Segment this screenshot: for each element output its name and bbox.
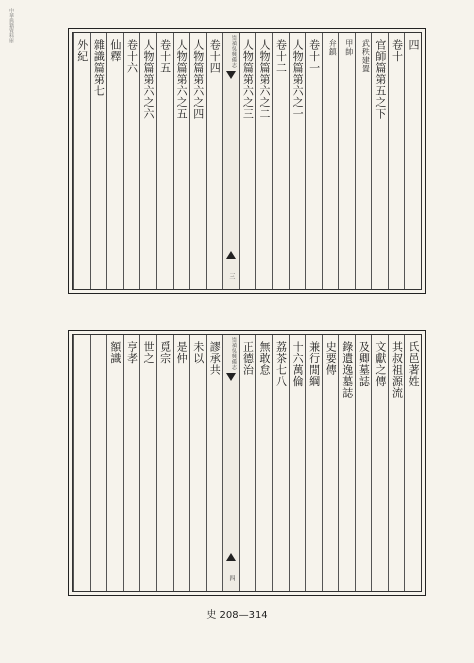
text-column: 亨孝 [123,335,140,591]
text-column [73,335,90,591]
text-column: 人物篇第六之四 [189,33,206,289]
text-column: 其叔祖源流 [388,335,405,591]
text-column: 雜識篇第七 [90,33,107,289]
text-column: 額識 [106,335,123,591]
text-column: 四 [404,33,421,289]
text-column: 荔茶七八 [272,335,289,591]
text-column: 人物篇第六之三 [239,33,256,289]
text-column: 卷十 [388,33,405,289]
center-fold [222,335,239,591]
center-page-number: 四 [227,574,235,581]
text-column: 謬承共 [206,335,223,591]
bottom-page-inner-border [72,334,422,592]
fishtail-top-mark [226,373,236,381]
text-column: 人物篇第六之二 [255,33,272,289]
text-column: 無敢怠 [255,335,272,591]
center-fold [222,33,239,289]
text-column: 外紀 [73,33,90,289]
text-column: 仙釋 [106,33,123,289]
text-column: 及卿墓誌 [355,335,372,591]
fishtail-bottom-mark [226,251,236,259]
text-column: 兼行閒綱 [305,335,322,591]
bottom-page-columns [73,335,421,591]
bottom-page-frame [68,330,426,596]
page-footer: 史 208—314 [206,610,268,621]
watermark-stamp: 中華典籍資料庫 [8,8,14,43]
text-column: 人物篇第六之一 [289,33,306,289]
text-column: 是仲 [173,335,190,591]
text-column: 卷十一 [305,33,322,289]
text-column: 人物篇第六之六 [139,33,156,289]
center-fold-title: 崇禎吳興備志 [230,35,237,68]
top-page-inner-border [72,32,422,290]
text-column: 未以 [189,335,206,591]
text-column: 弁鎮 [322,33,339,289]
text-column: 覓宗 [156,335,173,591]
text-column: 卷十二 [272,33,289,289]
text-column: 卷十六 [123,33,140,289]
text-column: 官師篇第五之下 [371,33,388,289]
text-column: 正德治 [239,335,256,591]
text-column: 卷十五 [156,33,173,289]
text-column: 甲帥 [338,33,355,289]
center-page-number: 三 [227,272,235,279]
text-column: 卷十四 [206,33,223,289]
text-column: 人物篇第六之五 [173,33,190,289]
text-column: 史要傳 [322,335,339,591]
text-column: 世之 [139,335,156,591]
top-page-frame [68,28,426,294]
fishtail-top-mark [226,71,236,79]
top-page-columns [73,33,421,289]
text-column: 文獻之傳 [371,335,388,591]
text-column [90,335,107,591]
text-column: 十六萬倫 [289,335,306,591]
text-column: 武秩建置 [355,33,372,289]
fishtail-bottom-mark [226,553,236,561]
text-column: 錄遺逸墓誌 [338,335,355,591]
center-fold-title: 崇禎吳興備志 [230,337,237,370]
text-column: 氏邑著姓 [404,335,421,591]
